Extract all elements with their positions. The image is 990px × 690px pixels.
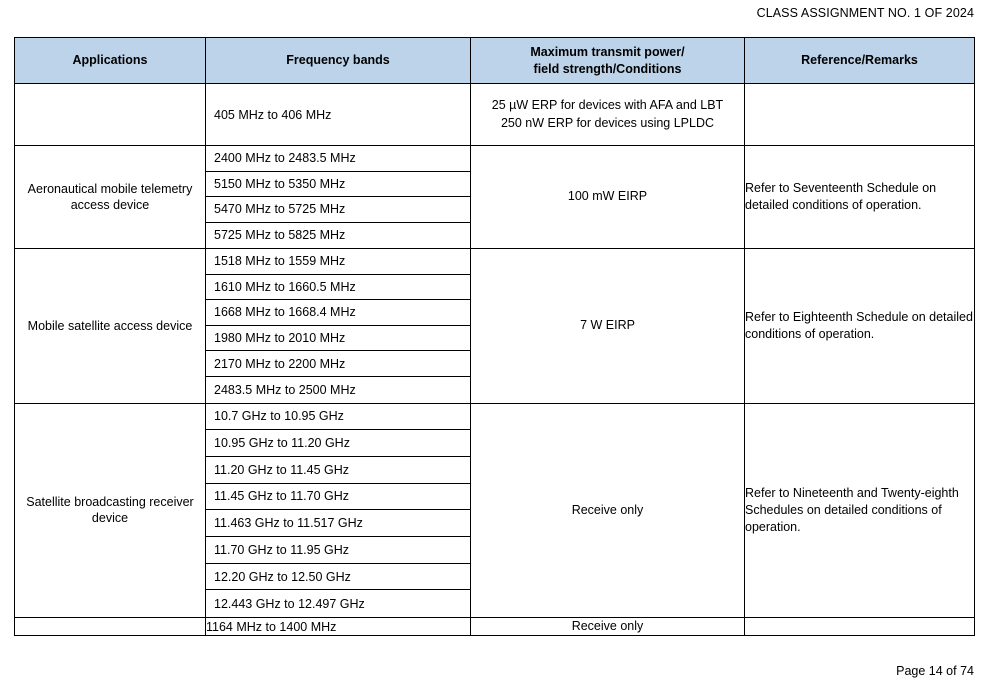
cell-max-power bbox=[471, 84, 745, 146]
column-header-max-transmit-power bbox=[471, 38, 745, 84]
frequency-band-item: 1518 MHz to 1559 MHz bbox=[206, 249, 470, 275]
document-footer-page-number: Page 14 of 74 bbox=[896, 664, 974, 678]
table-body bbox=[15, 84, 975, 636]
cell-reference-remarks bbox=[745, 84, 975, 146]
frequency-band-item: 11.70 GHz to 11.95 GHz bbox=[206, 537, 470, 564]
table-header bbox=[15, 38, 975, 84]
frequency-band-item: 1668 MHz to 1668.4 MHz bbox=[206, 300, 470, 326]
max-power-line2: 250 nW ERP for devices using LPLDC bbox=[500, 115, 715, 130]
cell-frequency-bands: 1164 MHz to 1400 MHz bbox=[206, 618, 471, 636]
frequency-band-item: 1980 MHz to 2010 MHz bbox=[206, 326, 470, 352]
frequency-band-item: 11.20 GHz to 11.45 GHz bbox=[206, 457, 470, 484]
frequency-band-item: 5150 MHz to 5350 MHz bbox=[206, 172, 470, 198]
frequency-band-item: 11.463 GHz to 11.517 GHz bbox=[206, 510, 470, 537]
frequency-band-item: 2170 MHz to 2200 MHz bbox=[206, 351, 470, 377]
frequency-band-item: 405 MHz to 406 MHz bbox=[214, 107, 332, 122]
table-header-row bbox=[15, 38, 975, 84]
table-row bbox=[15, 403, 975, 618]
frequency-band-item: 5725 MHz to 5825 MHz bbox=[214, 228, 346, 243]
document-header-note: CLASS ASSIGNMENT NO. 1 OF 2024 bbox=[756, 6, 974, 20]
table-row bbox=[15, 618, 975, 636]
frequency-band-item: 12.20 GHz to 12.50 GHz bbox=[206, 564, 470, 591]
cell-max-power: 7 W EIRP bbox=[471, 249, 745, 404]
cell-max-power: Receive only bbox=[471, 618, 745, 636]
frequency-band-list bbox=[206, 404, 470, 618]
column-header-max-transmit-power-line1: Maximum transmit power/ bbox=[530, 44, 685, 59]
frequency-band-item: 12.443 GHz to 12.497 GHz bbox=[214, 596, 365, 611]
frequency-band-item: 2400 MHz to 2483.5 MHz bbox=[206, 146, 470, 172]
frequency-band-item: 11.45 GHz to 11.70 GHz bbox=[206, 484, 470, 511]
frequency-band-item: 10.95 GHz to 11.20 GHz bbox=[206, 430, 470, 457]
cell-frequency-bands bbox=[206, 84, 471, 146]
cell-application: Mobile satellite access device bbox=[15, 249, 206, 404]
frequency-band-item: 2483.5 MHz to 2500 MHz bbox=[214, 382, 356, 397]
frequency-band-item: 10.7 GHz to 10.95 GHz bbox=[206, 404, 470, 431]
max-power-line1: 25 µW ERP for devices with AFA and LBT bbox=[491, 98, 724, 113]
column-header-frequency-bands: Frequency bands bbox=[206, 38, 471, 84]
cell-frequency-bands bbox=[206, 249, 471, 404]
cell-application: Satellite broadcasting receiver device bbox=[15, 403, 206, 618]
column-header-max-transmit-power-line2: field strength/Conditions bbox=[533, 61, 682, 76]
frequency-band-list bbox=[206, 84, 470, 145]
cell-max-power: Receive only bbox=[471, 403, 745, 618]
table-row bbox=[15, 146, 975, 249]
frequency-band-item: 1610 MHz to 1660.5 MHz bbox=[206, 275, 470, 301]
cell-reference-remarks: Refer to Nineteenth and Twenty-eighth Schedules on detailed conditions of operation. bbox=[745, 403, 975, 618]
frequency-band-item: 5470 MHz to 5725 MHz bbox=[206, 197, 470, 223]
frequency-band-list bbox=[206, 146, 470, 248]
cell-reference-remarks: Refer to Seventeenth Schedule on detailed conditions of operation. bbox=[745, 146, 975, 249]
cell-application bbox=[15, 84, 206, 146]
cell-frequency-bands bbox=[206, 146, 471, 249]
column-header-reference-remarks: Reference/Remarks bbox=[745, 38, 975, 84]
cell-application bbox=[15, 618, 206, 636]
frequency-band-list bbox=[206, 249, 470, 403]
cell-application: Aeronautical mobile telemetry access device bbox=[15, 146, 206, 249]
cell-frequency-bands bbox=[206, 403, 471, 618]
cell-reference-remarks bbox=[745, 618, 975, 636]
cell-reference-remarks: Refer to Eighteenth Schedule on detailed conditions of operation. bbox=[745, 249, 975, 404]
column-header-applications: Applications bbox=[15, 38, 206, 84]
frequency-assignment-table bbox=[14, 37, 975, 636]
table-row bbox=[15, 249, 975, 404]
table-row bbox=[15, 84, 975, 146]
cell-max-power: 100 mW EIRP bbox=[471, 146, 745, 249]
